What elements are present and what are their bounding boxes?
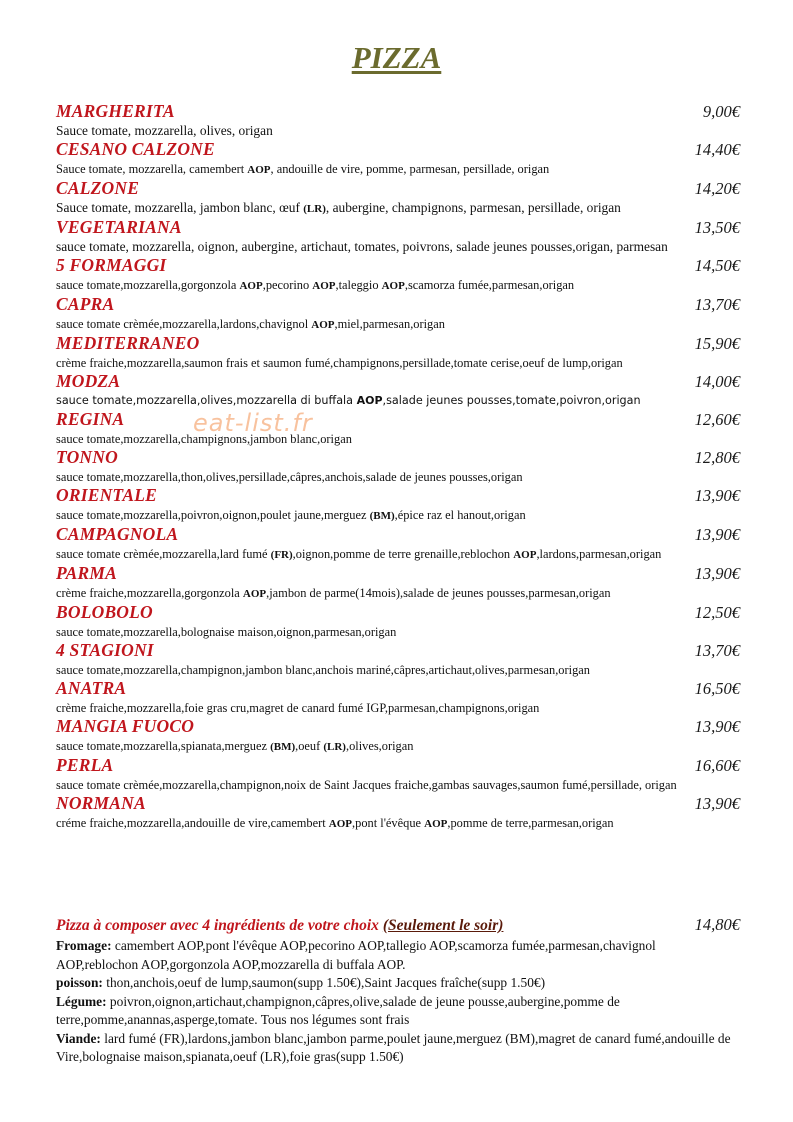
ingredient-list: lard fumé (FR),lardons,jambon blanc,jambon parme,poulet jaune,merguez (BM),magret de canard fumé,andouille de Vire,bolognaise maison,spianata,oeuf (LR),foie gras(supp 1.50€) [56,1030,731,1064]
compose-note: (Seulement le soir) [382,917,504,934]
ingredient-list: poivron,oignon,artichaut,champignon,câpres,olive,salade de jeune pousse,aubergine,pomme de terre,pomme,anannas,asperge,tomate. Tous nos légumes sont frais [56,993,620,1027]
menu-item-header [56,217,740,239]
menu-item [56,333,740,371]
menu-item [56,485,740,524]
pizza-description: Sauce tomate, mozzarella, camembert AOP, andouille de vire, pomme, parmesan, persillade, origan [56,162,550,176]
pizza-description: sauce tomate,mozzarella,thon,olives,persillade,câpres,anchois,salade de jeunes pousses,origan [56,470,523,484]
pizza-description: sauce tomate,mozzarella,gorgonzola AOP,pecorino AOP,taleggio AOP,scamorza fumée,parmesan,origan [56,278,575,292]
pizza-description: sauce tomate crèmée,mozzarella,lardons,chavignol AOP,miel,parmesan,origan [56,317,445,331]
menu-item-header [56,409,740,431]
pizza-name: ANATRA [56,678,127,698]
menu-item [56,678,740,716]
pizza-list [56,101,740,832]
pizza-name: ORIENTALE [56,485,157,505]
menu-item [56,217,740,255]
menu-item-header [56,447,740,469]
menu-item [56,793,740,832]
pizza-description: sauce tomate,mozzarella,poivron,oignon,poulet jaune,merguez (BM),épice raz el hanout,origan [56,508,526,522]
pizza-price: 13,50€ [694,218,740,237]
menu-item-header [56,640,740,662]
pizza-name: REGINA [56,409,125,429]
watermark: eat-list.fr [193,409,313,437]
pizza-price: 16,50€ [694,679,740,698]
pizza-price: 14,40€ [694,140,740,159]
ingredient-category: poisson: [56,975,103,990]
pizza-name: MARGHERITA [56,101,175,121]
menu-item-header [56,563,740,585]
menu-item [56,563,740,602]
pizza-name: MANGIA FUOCO [56,716,195,736]
ingredient-category: Légume: [56,993,107,1009]
pizza-description: sauce tomate,mozzarella,champignon,jambon blanc,anchois mariné,câpres,artichaut,olives,parmesan,origan [56,663,590,677]
pizza-name: PARMA [56,563,117,583]
pizza-description: sauce tomate,mozzarella,bolognaise maison,oignon,parmesan,origan [56,625,397,639]
menu-item [56,409,740,447]
menu-item-header [56,678,740,700]
pizza-price: 12,80€ [694,448,740,467]
pizza-name: 5 FORMAGGI [56,255,167,275]
pizza-price: 13,70€ [694,641,740,660]
pizza-description: sauce tomate,mozzarella,spianata,merguez (BM),oeuf (LR),olives,origan [56,739,414,753]
ingredient-line [56,993,740,1030]
pizza-price: 13,90€ [694,717,740,736]
pizza-price: 13,70€ [694,295,740,314]
menu-item [56,255,740,294]
pizza-description: crème fraiche,mozzarella,saumon frais et saumon fumé,champignons,persillade,tomate cerise,oeuf de lump,origan [56,356,623,370]
menu-item-header [56,101,740,123]
pizza-price: 12,50€ [694,603,740,622]
compose-title [56,917,503,935]
menu-item-header [56,485,740,507]
pizza-price: 13,90€ [694,794,740,813]
menu-item-header [56,333,740,355]
ingredient-list: thon,anchois,oeuf de lump,saumon(supp 1.50€),Saint Jacques fraîche(supp 1.50€) [102,975,546,990]
menu-item [56,524,740,563]
compose-header [56,915,740,937]
pizza-description: sauce tomate,mozzarella,olives,mozzarella di buffala AOP,salade jeunes pousses,tomate,poivron,origan [56,394,641,407]
pizza-description: sauce tomate,mozzarella,champignons,jambon blanc,origan [56,432,352,446]
pizza-name: CESANO CALZONE [56,139,215,159]
menu-item-header [56,793,740,815]
menu-item [56,101,740,139]
menu-item-header [56,755,740,777]
pizza-description: crème fraiche,mozzarella,foie gras cru,magret de canard fumé IGP,parmesan,champignons,origan [56,701,540,715]
pizza-price: 12,60€ [694,410,740,429]
pizza-price: 16,60€ [694,756,740,775]
menu-item [56,755,740,793]
pizza-name: CALZONE [56,178,140,198]
pizza-name: BOLOBOLO [56,602,153,622]
menu-item [56,447,740,485]
menu-item [56,294,740,333]
compose-section [56,915,740,1067]
pizza-description: sauce tomate, mozzarella, oignon, aubergine, artichaut, tomates, poivrons, salade jeunes pousses,origan, parmesan [56,239,668,254]
menu-item-header [56,716,740,738]
pizza-description: sauce tomate crèmée,mozzarella,champignon,noix de Saint Jacques fraiche,gambas sauvages,saumon fumé,persillade, origan [56,778,677,792]
menu-item [56,139,740,178]
pizza-name: CAPRA [56,294,115,314]
menu-item-header [56,294,740,316]
pizza-price: 14,50€ [694,256,740,275]
page-title: PIZZA [351,40,442,75]
pizza-name: MEDITERRANEO [56,333,200,353]
pizza-name: PERLA [56,755,114,775]
ingredient-line [56,937,740,974]
menu-item [56,716,740,755]
ingredient-line [56,1030,740,1067]
menu-item-header [56,139,740,161]
pizza-name: MODZA [56,371,121,391]
pizza-price: 14,20€ [694,179,740,198]
pizza-name: VEGETARIANA [56,217,182,237]
menu-item-header [56,371,740,393]
pizza-price: 13,90€ [694,525,740,544]
compose-title-text: Pizza à composer avec 4 ingrédients de votre choix [56,917,379,934]
pizza-description: sauce tomate crèmée,mozzarella,lard fumé (FR),oignon,pomme de terre grenaille,reblochon AOP,lardons,parmesan,origan [56,547,662,561]
menu-item-header [56,178,740,200]
menu-item [56,602,740,640]
pizza-description: créme fraiche,mozzarella,andouille de vire,camembert AOP,pont l'évêque AOP,pomme de terre,parmesan,origan [56,816,614,830]
menu-item [56,178,740,217]
pizza-name: TONNO [56,447,118,467]
compose-ingredients [56,937,740,1067]
ingredient-category: Viande: [56,1030,101,1046]
menu-item-header [56,602,740,624]
pizza-price: 15,90€ [694,334,740,353]
ingredient-line [56,974,740,993]
pizza-description: Sauce tomate, mozzarella, jambon blanc, œuf (LR), aubergine, champignons, parmesan, persillade, origan [56,200,621,215]
pizza-description: Sauce tomate, mozzarella, olives, origan [56,123,273,138]
pizza-name: CAMPAGNOLA [56,524,179,544]
pizza-price: 13,90€ [694,564,740,583]
menu-item [56,371,740,409]
ingredient-list: camembert AOP,pont l'évêque AOP,pecorino AOP,tallegio AOP,scamorza fumée,parmesan,chavignol AOP,reblochon AOP,gorgonzola AOP,mozzarella di buffala AOP. [56,938,656,972]
pizza-name: 4 STAGIONI [56,640,154,660]
menu-item-header [56,255,740,277]
pizza-description: crème fraiche,mozzarella,gorgonzola AOP,jambon de parme(14mois),salade de jeunes pousses,parmesan,origan [56,586,611,600]
pizza-price: 14,00€ [694,372,740,391]
compose-price: 14,80€ [694,915,740,934]
menu-item [56,640,740,678]
pizza-price: 13,90€ [694,486,740,505]
ingredient-category: Fromage: [56,938,112,953]
pizza-price: 9,00€ [702,102,740,121]
menu-item-header [56,524,740,546]
pizza-name: NORMANA [56,793,146,813]
